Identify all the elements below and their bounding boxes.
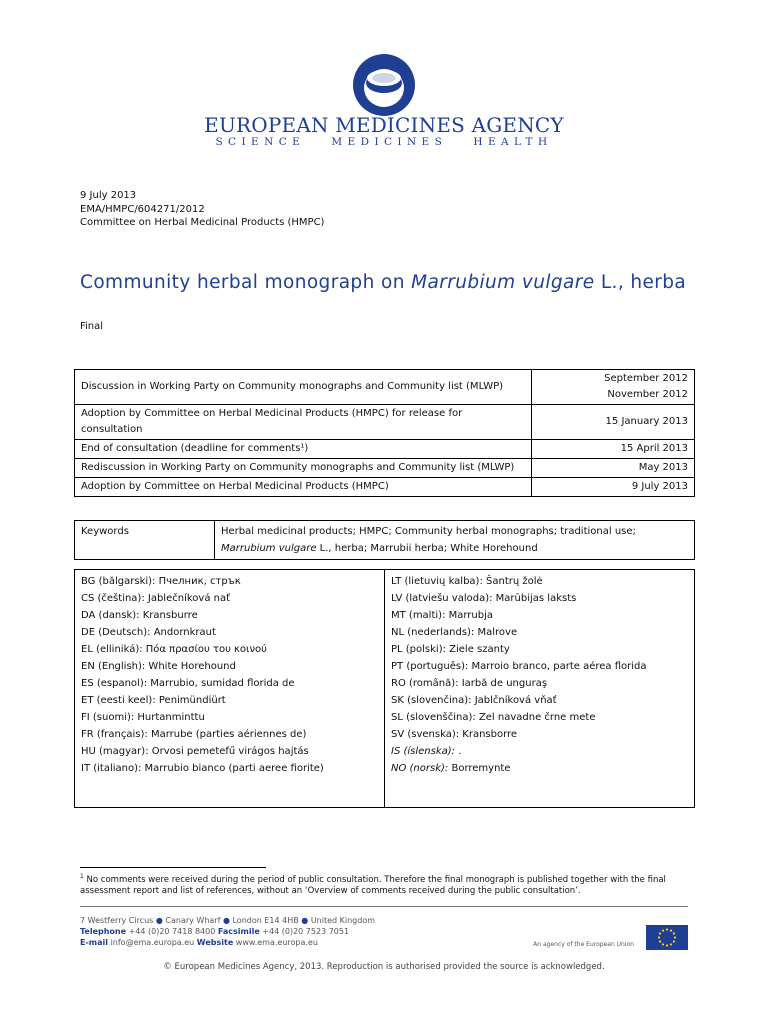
contact-line: E-mail info@ema.europa.eu Website www.ema.europa.eu xyxy=(80,938,318,947)
title-suffix: L., herba xyxy=(594,272,687,293)
keywords-value xyxy=(215,521,695,560)
language-item: DE (Deutsch): Andornkraut xyxy=(81,627,216,638)
language-item-is: IS (íslenska): . xyxy=(391,746,462,757)
language-item: EN (English): White Horehound xyxy=(81,661,236,672)
eu-star-icon xyxy=(658,936,660,938)
language-item: HU (magyar): Orvosi pemetefű virágos hajtás xyxy=(81,746,309,757)
language-item: ET (eesti keel): Penimündiürt xyxy=(81,695,226,706)
eu-star-icon xyxy=(666,944,668,946)
timeline-event: Adoption by Committee on Herbal Medicinal Products (HMPC) for release for consultation xyxy=(75,405,532,440)
document-status: Final xyxy=(80,321,104,332)
email-link[interactable]: info@ema.europa.eu xyxy=(110,938,195,947)
language-item: CS (čeština): Jablečníková nať xyxy=(81,593,231,604)
eu-star-icon xyxy=(674,936,676,938)
language-item: SK (slovenčina): Jablčníková vňať xyxy=(391,695,557,706)
title-prefix: Community herbal monograph on xyxy=(80,272,412,293)
timeline-event: Rediscussion in Working Party on Community monographs and Community list (MLWP) xyxy=(75,459,532,478)
phone-line: Telephone +44 (0)20 7418 8400 Facsimile +44 (0)20 7523 7051 xyxy=(80,927,350,936)
eu-star-icon xyxy=(670,943,672,945)
language-item-no: NO (norsk): Borremynte xyxy=(391,763,511,774)
keywords-label: Keywords xyxy=(75,521,215,560)
title-species: Marrubium vulgare xyxy=(411,272,595,293)
postal-address: 7 Westferry Circus ● Canary Wharf ● London E14 4HB ● United Kingdom xyxy=(80,916,376,925)
timeline-date: May 2013 xyxy=(532,459,695,478)
agency-tagline: SCIENCE MEDICINES HEALTH xyxy=(215,136,553,148)
language-item: RO (română): Iarbă de unguraş xyxy=(391,678,548,689)
timeline-event: Adoption by Committee on Herbal Medicinal Products (HMPC) xyxy=(75,478,532,497)
language-item: NL (nederlands): Malrove xyxy=(391,627,518,638)
page-title xyxy=(80,270,700,295)
keywords-row xyxy=(75,521,695,560)
eu-star-icon xyxy=(659,932,661,934)
keywords-text-1: Herbal medicinal products; HMPC; Community herbal monographs; traditional use; xyxy=(221,526,636,537)
timeline-row xyxy=(75,440,695,459)
document-reference: EMA/HMPC/604271/2012 xyxy=(80,203,205,215)
timeline-event: End of consultation (deadline for comments¹) xyxy=(75,440,532,459)
footer-divider xyxy=(80,906,688,907)
language-item: PL (polski): Ziele szanty xyxy=(391,644,510,655)
language-item: PT (português): Marroio branco, parte aérea florida xyxy=(391,661,647,672)
language-item: DA (dansk): Kransburre xyxy=(81,610,198,621)
eu-star-icon xyxy=(673,932,675,934)
language-item: EL (elliniká): Πόα πρασίου του κοινού xyxy=(81,644,267,655)
keywords-text-2: L., herba; Marrubii herba; White Horehound xyxy=(316,543,538,554)
eu-star-icon xyxy=(666,928,668,930)
keywords-species: Marrubium vulgare xyxy=(221,543,317,554)
timeline-row xyxy=(75,405,695,440)
language-item: SL (slovenščina): Zel navadne črne mete xyxy=(391,712,596,723)
eu-star-icon xyxy=(659,940,661,942)
eu-star-icon xyxy=(662,943,664,945)
language-item: IT (italiano): Marrubio bianco (parti aeree fiorite) xyxy=(81,763,324,774)
eu-star-icon xyxy=(670,929,672,931)
language-item: LV (latviešu valoda): Marūbijas laksts xyxy=(391,593,577,604)
footer-address xyxy=(80,915,375,948)
language-item: SV (svenska): Kransborre xyxy=(391,729,518,740)
procedure-timeline-table xyxy=(74,369,695,497)
eu-agency-label: An agency of the European Union xyxy=(533,941,634,948)
agency-name: EUROPEAN MEDICINES AGENCY xyxy=(204,113,564,137)
timeline-date: 15 January 2013 xyxy=(532,405,695,440)
eu-flag-icon xyxy=(646,925,688,950)
eu-star-icon xyxy=(673,940,675,942)
language-column-right xyxy=(385,570,694,807)
footnote-divider xyxy=(80,867,266,868)
footnote: $^1$ No comments were received during the period of public consultation. Therefore the final monograph is published together with the final assessment report and list of references, without an ‘Overview of comments received during the public consultation’. xyxy=(80,873,666,896)
timeline-row xyxy=(75,478,695,497)
timeline-row xyxy=(75,459,695,478)
language-item: FI (suomi): Hurtanminttu xyxy=(81,712,205,723)
language-item: ES (espanol): Marrubio, sumidad florida de xyxy=(81,678,295,689)
language-item: FR (français): Marrube (parties aériennes de) xyxy=(81,729,307,740)
language-names-table xyxy=(74,569,695,808)
eu-star-icon xyxy=(662,929,664,931)
timeline-event: Discussion in Working Party on Community monographs and Community list (MLWP) xyxy=(75,370,532,405)
language-column-left xyxy=(75,570,385,807)
ema-logo-icon xyxy=(352,53,416,117)
timeline-date: September 2012 November 2012 xyxy=(532,370,695,405)
committee-name: Committee on Herbal Medicinal Products (HMPC) xyxy=(80,217,325,228)
language-item: BG (bălgarski): Пчелник, стрък xyxy=(81,576,241,587)
timeline-date: 9 July 2013 xyxy=(532,478,695,497)
language-item: MT (malti): Marrubja xyxy=(391,610,494,621)
language-item: LT (lietuvių kalba): Šantrų žolė xyxy=(391,576,543,587)
timeline-row xyxy=(75,370,695,405)
document-meta xyxy=(80,189,324,230)
website-link[interactable]: www.ema.europa.eu xyxy=(235,938,318,947)
copyright-notice: © European Medicines Agency, 2013. Reproduction is authorised provided the source is acknowledged. xyxy=(163,962,605,972)
timeline-date: 15 April 2013 xyxy=(532,440,695,459)
document-date: 9 July 2013 xyxy=(80,190,137,201)
keywords-table xyxy=(74,520,695,560)
